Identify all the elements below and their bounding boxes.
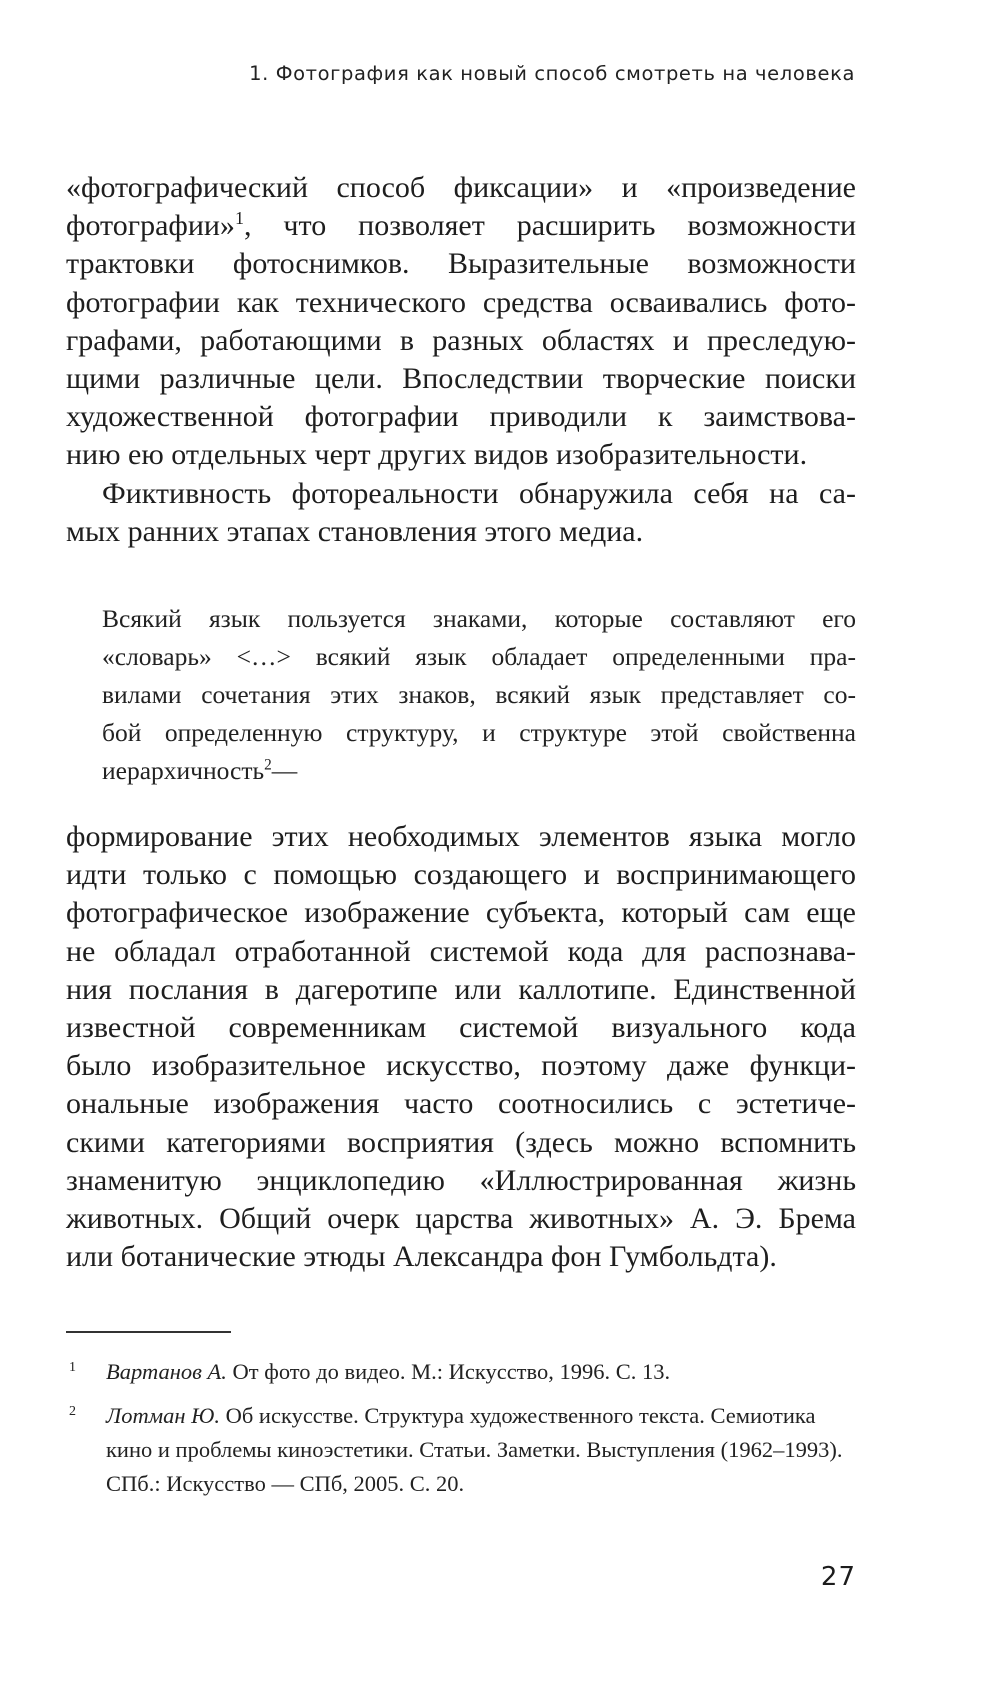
- quote-line: «словарь» <…> всякий язык обладает определенными пра-: [102, 642, 856, 671]
- footnote-1: [66, 1355, 856, 1389]
- text-line: не обладал отработанной системой кода для распознава-: [66, 934, 856, 968]
- text-line: «фотографический способ фиксации» и «произведение: [66, 171, 856, 204]
- text-line: знаменитую энциклопедию «Иллюстрированная жизнь: [66, 1163, 856, 1197]
- paragraph-2: [66, 475, 856, 551]
- footnote-mark: 1: [69, 1360, 76, 1375]
- text-line: мых ранних этапах становления этого медиа.: [66, 515, 644, 549]
- text-line: [66, 207, 856, 245]
- quote-line: вилами сочетания этих знаков, всякий язык представляет со-: [102, 680, 856, 709]
- text-fragment: иерархичность: [102, 756, 265, 785]
- paragraph-3: [66, 818, 856, 1276]
- text-line: графами, работающими в разных областях и преследую-: [66, 323, 856, 357]
- footnote-2: [66, 1399, 856, 1501]
- footnote-author: Лотман Ю.: [106, 1403, 220, 1428]
- text-line: формирование этих необходимых элементов языка могло: [66, 820, 856, 853]
- text-line: Фиктивность фотореальности обнаружила себя на са-: [102, 477, 856, 510]
- text-line: животных. Общий очерк царства животных» А. Э. Брема: [66, 1202, 856, 1236]
- text-line: фотографии как технического средства осваивались фото-: [66, 285, 856, 319]
- running-head: 1. Фотография как новый способ смотреть на человека: [249, 62, 855, 85]
- paragraph-1: [66, 169, 856, 475]
- page-number: 27: [820, 1562, 856, 1592]
- footnote-text: Об искусстве. Структура художественного текста. Семиотика кино и проблемы киноэстетики. Статьи. Заметки. Выступления (1962–1993). СПб.: Искусство — СПб, 2005. С. 20.: [106, 1403, 843, 1496]
- text-fragment: фотографии»: [66, 209, 235, 243]
- quote-line: Всякий язык пользуется знаками, которые составляют его: [102, 604, 856, 633]
- quote-line: [102, 752, 856, 790]
- text-line: художественной фотографии приводили к заимствова-: [66, 400, 856, 434]
- block-quote: [102, 600, 856, 790]
- text-line: было изобразительное искусство, поэтому даже функци-: [66, 1049, 856, 1083]
- text-line: трактовки фотоснимков. Выразительные возможности: [66, 247, 856, 281]
- text-line: щими различные цели. Впоследствии творческие поиски: [66, 362, 856, 396]
- text-line: скими категориями восприятия (здесь можно вспомнить: [66, 1125, 856, 1159]
- footnote-author: Вартанов А.: [106, 1359, 227, 1384]
- footnote-ref-1[interactable]: 1: [234, 208, 244, 229]
- footnotes: [66, 1355, 856, 1511]
- text-line: нию ею отдельных черт других видов изобразительности.: [66, 438, 808, 472]
- text-line: идти только с помощью создающего и воспринимающего: [66, 858, 856, 892]
- quote-line: бой определенную структуру, и структуре этой свойственна: [102, 718, 856, 747]
- footnote-ref-2[interactable]: 2: [264, 756, 272, 774]
- text-line: фотографическое изображение субъекта, который сам еще: [66, 896, 856, 930]
- footnote-text: От фото до видео. М.: Искусство, 1996. С. 13.: [226, 1359, 671, 1384]
- text-line: известной современникам системой визуального кода: [66, 1011, 856, 1045]
- text-fragment: —: [271, 756, 298, 785]
- text-fragment: , что позволяет расширить возможности: [243, 209, 856, 243]
- text-line: или ботанические этюды Александра фон Гумбольдта).: [66, 1240, 777, 1274]
- text-line: ональные изображения часто соотносились с эстетиче-: [66, 1087, 856, 1121]
- footnote-separator: [66, 1331, 231, 1333]
- footnote-mark: 2: [69, 1404, 76, 1419]
- text-line: ния послания в дагеротипе или каллотипе. Единственной: [66, 972, 856, 1006]
